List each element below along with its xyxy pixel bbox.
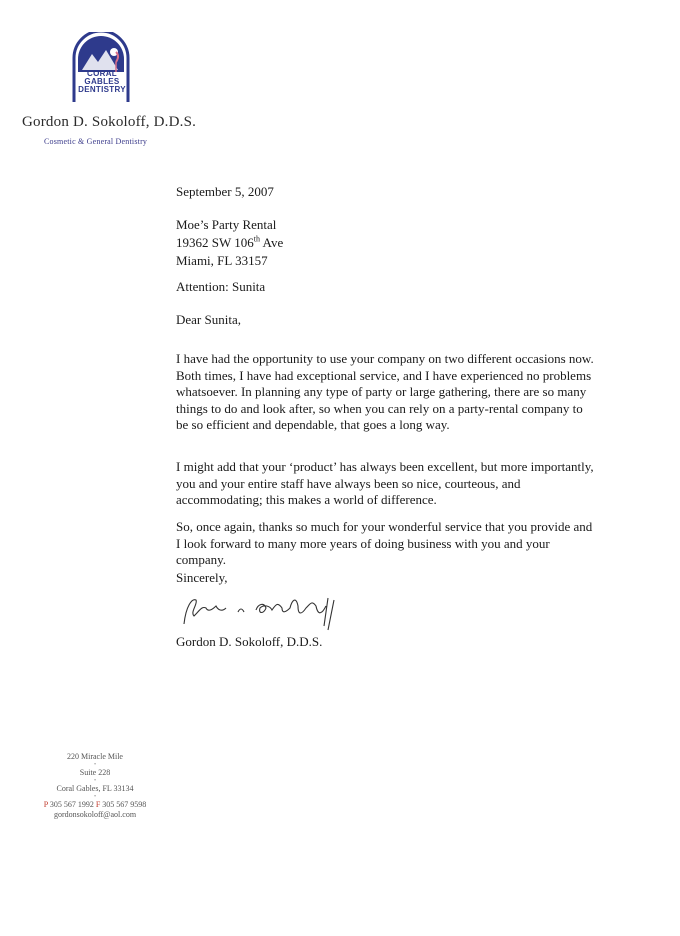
- letterhead-footer: 220 Miracle Mile • Suite 228 • Coral Gables, FL 33134 • P 305 567 1992 F 305 567 9598 gordonsokoloff@aol.com: [10, 752, 180, 820]
- handwritten-signature-icon: [178, 586, 358, 634]
- footer-address-line2: Suite 228: [79, 768, 111, 777]
- phone-label: P: [43, 800, 48, 809]
- fax-number: 305 567 9598: [102, 800, 147, 809]
- recipient-city: Miami, FL 33157: [176, 253, 268, 268]
- logo-wordmark: [70, 70, 134, 94]
- body-paragraph: I have had the opportunity to use your company on two different occasions now. Both times, I have had exceptional service, and I have experienced no problems whatsoever. In planning any type of party or large gathering, there are so many things to do and look after, so when you can rely on a party-rental company to be so efficient and dependable, that goes a long way.: [176, 351, 594, 433]
- letterhead-subtitle: Cosmetic & General Dentistry: [44, 137, 148, 146]
- body-paragraph: So, once again, thanks so much for your wonderful service that you provide and I look forward to many more years of doing business with you and your company.: [176, 519, 593, 568]
- phone-number: 305 567 1992: [49, 800, 94, 809]
- street-end: Ave: [260, 235, 284, 250]
- body-paragraph: I might add that your ‘product’ has always been excellent, but more importantly, you and your entire staff have always been so nice, courteous, and accommodating; this makes a world of difference.: [176, 459, 594, 508]
- logo-line: DENTISTRY: [78, 85, 126, 94]
- footer-address-line1: 220 Miracle Mile: [67, 752, 123, 761]
- letterhead-doctor-name: Gordon D. Sokoloff, D.D.S.: [22, 114, 197, 130]
- signer-name: Gordon D. Sokoloff, D.D.S.: [176, 634, 323, 649]
- attention-line: Attention: Sunita: [176, 279, 266, 294]
- salutation: Dear Sunita,: [176, 312, 241, 327]
- logo-line: CORAL: [87, 69, 117, 78]
- recipient-company: Moe’s Party Rental: [176, 217, 277, 232]
- footer-email: gordonsokoloff@aol.com: [53, 810, 137, 819]
- footer-phones: [10, 800, 180, 810]
- closing: Sincerely,: [176, 570, 228, 585]
- recipient-address: [176, 216, 283, 270]
- letter-date: September 5, 2007: [176, 184, 274, 199]
- street-number: 19362 SW 106: [176, 235, 254, 250]
- logo-line: GABLES: [84, 77, 120, 86]
- fax-label: F: [95, 800, 101, 809]
- footer-city: Coral Gables, FL 33134: [56, 784, 134, 793]
- street-suffix: th: [253, 234, 260, 244]
- recipient-street: [176, 234, 283, 252]
